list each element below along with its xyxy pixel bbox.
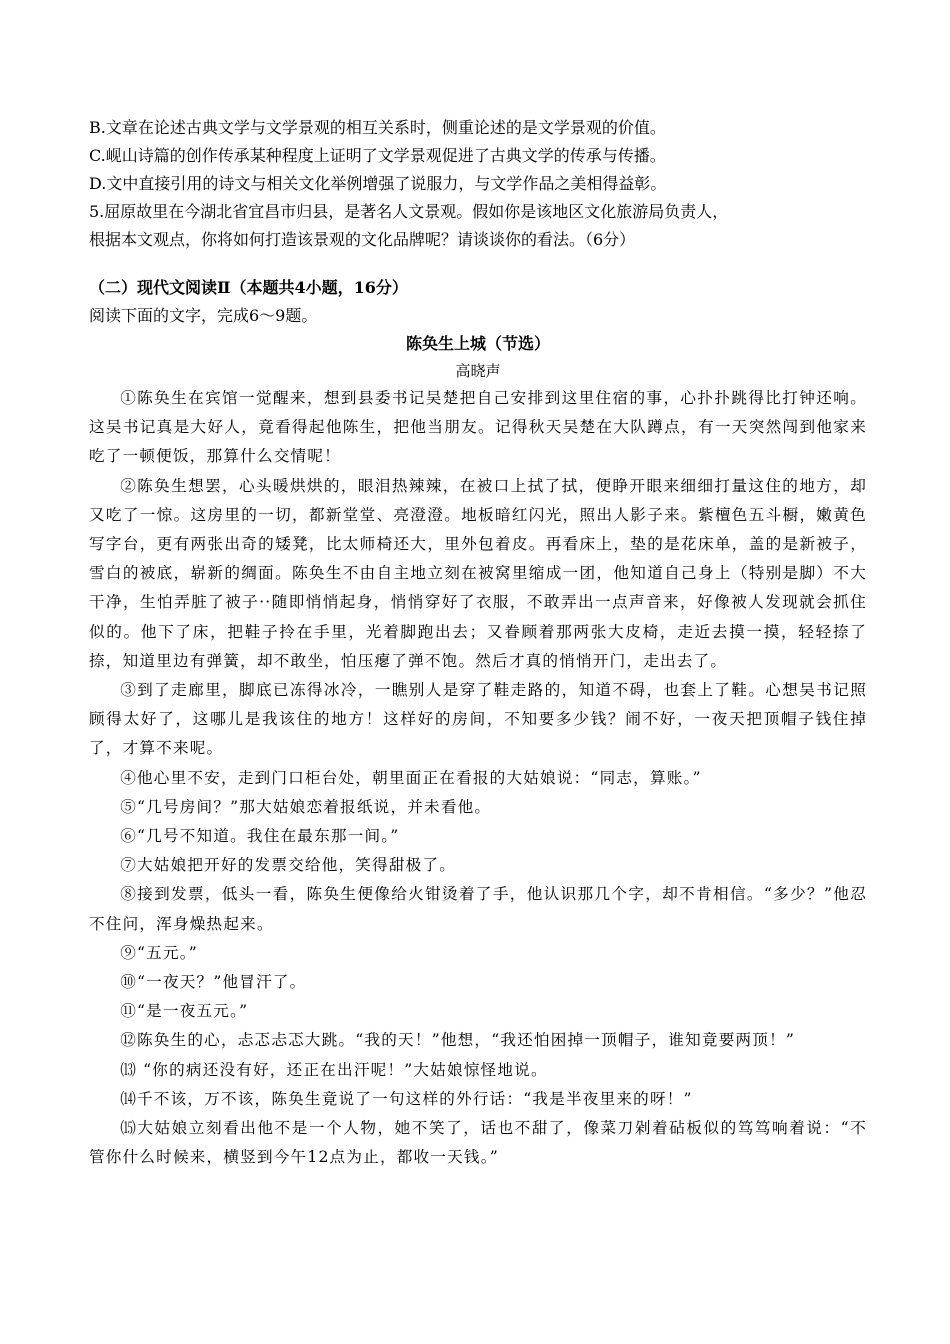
section-heading: （二）现代文阅读Ⅱ（本题共4小题，16分）: [89, 278, 408, 297]
paragraph-9: ⑨“五元。”: [120, 943, 198, 962]
option-d: D.文中直接引用的诗文与相关文化举例增强了说服力，与文学作品之美相得益彰。: [89, 174, 667, 193]
paragraph-8: ⑧接到发票，低头一看，陈奂生便像给火钳烫着了手，他认识那几个字，却不肯相信。“多少？”他忍不住问，浑身燥热起来。: [89, 885, 867, 933]
option-b: B.文章在论述古典文学与文学景观的相互关系时，侧重论述的是文学景观的价值。: [89, 118, 666, 137]
article-title: 陈奂生上城（节选）: [405, 334, 550, 353]
paragraph-5: ⑤“几号房间？”那大姑娘恋着报纸说，并未看他。: [120, 797, 492, 816]
question-5-line-2: 根据本文观点，你将如何打造该景观的文化品牌呢？请谈谈你的看法。（6分）: [89, 230, 636, 249]
article-author: 高晓声: [455, 362, 501, 380]
paragraph-12: ⑫陈奂生的心，忐忑忐忑大跳。“我的天！”他想，“我还怕困掉一顶帽子，谁知竟要两顶！”: [120, 1031, 796, 1050]
section-instruction: 阅读下面的文字，完成6～9题。: [89, 306, 318, 325]
paragraph-7: ⑦大姑娘把开好的发票交给他，笑得甜极了。: [120, 856, 457, 875]
paragraph-1: ①陈奂生在宾馆一觉醒来，想到县委书记吴楚把自己安排到这里住宿的事，心扑扑跳得比打钟还响。这吴书记真是大好人，竟看得起他陈生，把他当朋友。记得秋天吴楚在大队蹲点，有一天突然闯到他家来吃了一顿便饭，那算什么交情呢！: [89, 389, 867, 466]
paragraph-11: ⑪“是一夜五元。”: [120, 1002, 249, 1021]
paragraph-15: ⒂大姑娘立刻看出他不是一个人物，她不笑了，话也不甜了，像菜刀剁着砧板似的笃笃响着说：“不管你什么时候来，横竖到今午12点为止，都收一天钱。”: [89, 1119, 867, 1167]
article-body: [89, 384, 867, 1172]
paragraph-2: ②陈奂生想罢，心头暖烘烘的，眼泪热辣辣，在被口上拭了拭，便睁开眼来细细打量这住的地方，却又吃了一惊。这房里的一切，都新堂堂、亮澄澄。地板暗红闪光，照出人影子来。紫檀色五斗橱，嫩黄色写字台，更有两张出奇的矮凳，比太师椅还大，里外包着皮。再看床上，垫的是花床单，盖的是新被子，雪白的被底，崭新的绸面。陈奂生不由自主地立刻在被窝里缩成一团，他知道自己身上（特别是脚）不大干净，生怕弄脏了被子··随即悄悄起身，悄悄穿好了衣服，不敢弄出一点声音来，好像被人发现就会抓住似的。他下了床，把鞋子拎在手里，光着脚跑出去；又眷顾着那两张大皮椅，走近去摸一摸，轻轻捺了捺，知道里边有弹簧，却不敢坐，怕压瘪了弹不饱。然后才真的悄悄开门，走出去了。: [89, 476, 867, 670]
paragraph-14: ⒁千不该，万不该，陈奂生竟说了一句这样的外行话：“我是半夜里来的呀！”: [120, 1089, 693, 1108]
paragraph-3: ③到了走廊里，脚底已冻得冰冷，一瞧别人是穿了鞋走路的，知道不碍，也套上了鞋。心想吴书记照顾得太好了，这哪儿是我该住的地方！这样好的房间，不知要多少钱？闹不好，一夜天把顶帽子钱住掉了，才算不来呢。: [89, 681, 867, 758]
option-c: C.岘山诗篇的创作传承某种程度上证明了文学景观促进了古典文学的传承与传播。: [89, 146, 666, 165]
paragraph-4: ④他心里不安，走到门口柜台处，朝里面正在看报的大姑娘说：“同志，算账。”: [120, 768, 702, 787]
paragraph-6: ⑥“几号不知道。我住在最东那一间。”: [120, 827, 400, 846]
paragraph-10: ⑩“一夜天？”他冒汗了。: [120, 973, 307, 992]
exam-page: [89, 114, 867, 1172]
question-5-line-1: 5.屈原故里在今湖北省宜昌市归县，是著名人文景观。假如你是该地区文化旅游局负责人，: [89, 202, 729, 221]
paragraph-13: ⒀ “你的病还没有好，还正在出汗呢！”大姑娘惊怪地说。: [120, 1060, 548, 1079]
